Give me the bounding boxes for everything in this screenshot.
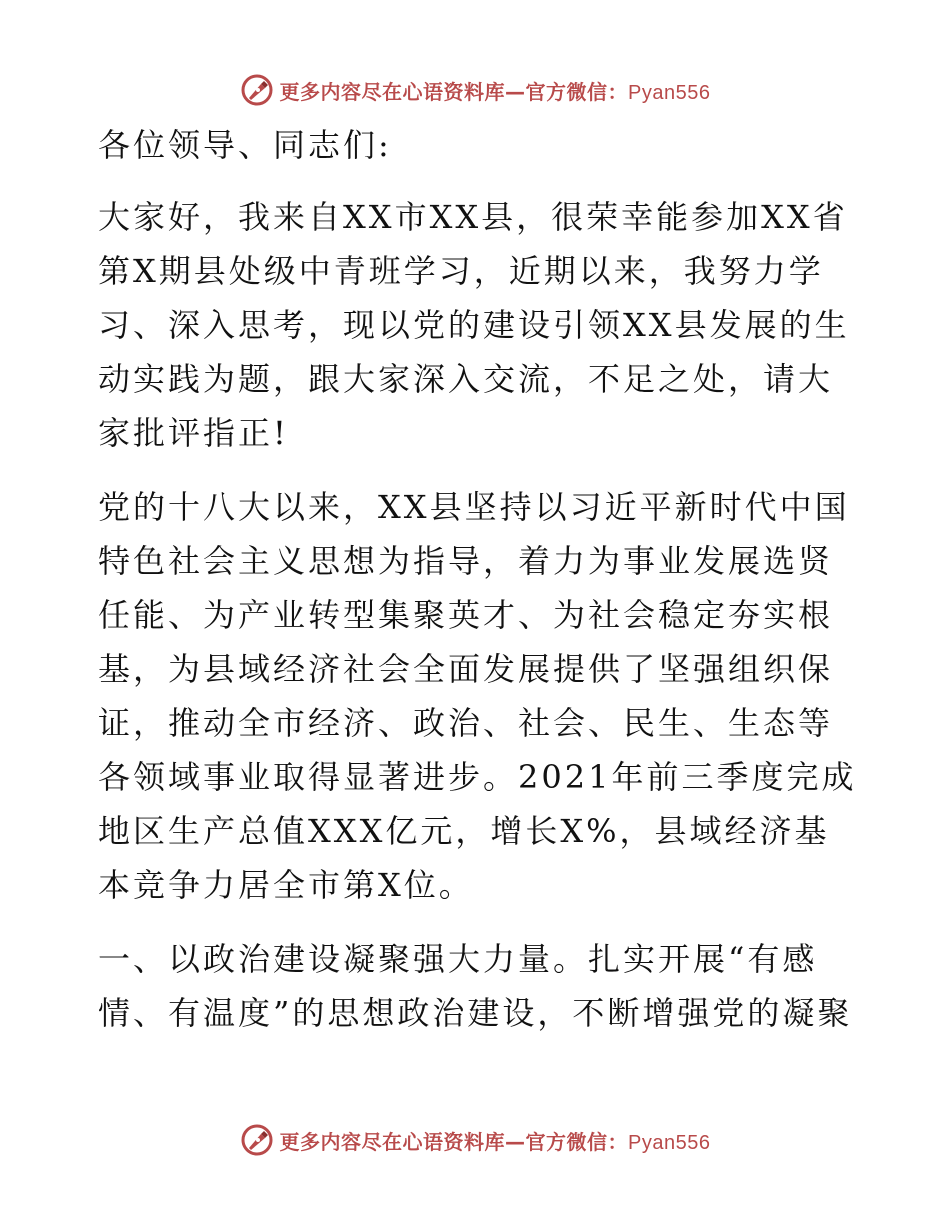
watermark-label: 更多内容尽在心语资料库—官方微信： — [279, 79, 629, 104]
document-body — [98, 118, 858, 1060]
salutation: 各位领导、同志们: — [98, 126, 392, 164]
pen-nib-circle-icon — [240, 73, 274, 107]
watermark-id: Pyan556 — [628, 81, 711, 104]
watermark-text — [280, 1126, 711, 1155]
header-watermark — [0, 70, 950, 110]
paragraph-overview: 党的十八大以来，XX县坚持以习近平新时代中国特色社会主义思想为指导，着力为事业发展选贤任能、为产业转型集聚英才、为社会稳定夯实根基，为县域经济社会全面发展提供了坚强组织保证，推动全市经济、政治、社会、民生、生态等各领域事业取得显著进步。2021年前三季度完成地区生产总值XXX亿元，增长X%，县域经济基本竞争力居全市第X位。 — [98, 488, 857, 904]
footer-watermark — [0, 1120, 950, 1160]
paragraph-intro: 大家好，我来自XX市XX县，很荣幸能参加XX省第X期县处级中青班学习，近期以来，我努力学习、深入思考，现以党的建设引领XX县发展的生动实践为题，跟大家深入交流，不足之处，请大家批评指正! — [98, 198, 850, 452]
watermark-group — [240, 1123, 711, 1157]
watermark-group — [240, 73, 711, 107]
paragraph-section-one: 一、以政治建设凝聚强大力量。扎实开展“有感情、有温度”的思想政治建设，不断增强党的凝聚 — [98, 940, 853, 1032]
watermark-label: 更多内容尽在心语资料库—官方微信： — [279, 1129, 629, 1154]
watermark-text — [280, 76, 711, 105]
watermark-id: Pyan556 — [628, 1131, 711, 1154]
pen-nib-circle-icon — [240, 1123, 274, 1157]
